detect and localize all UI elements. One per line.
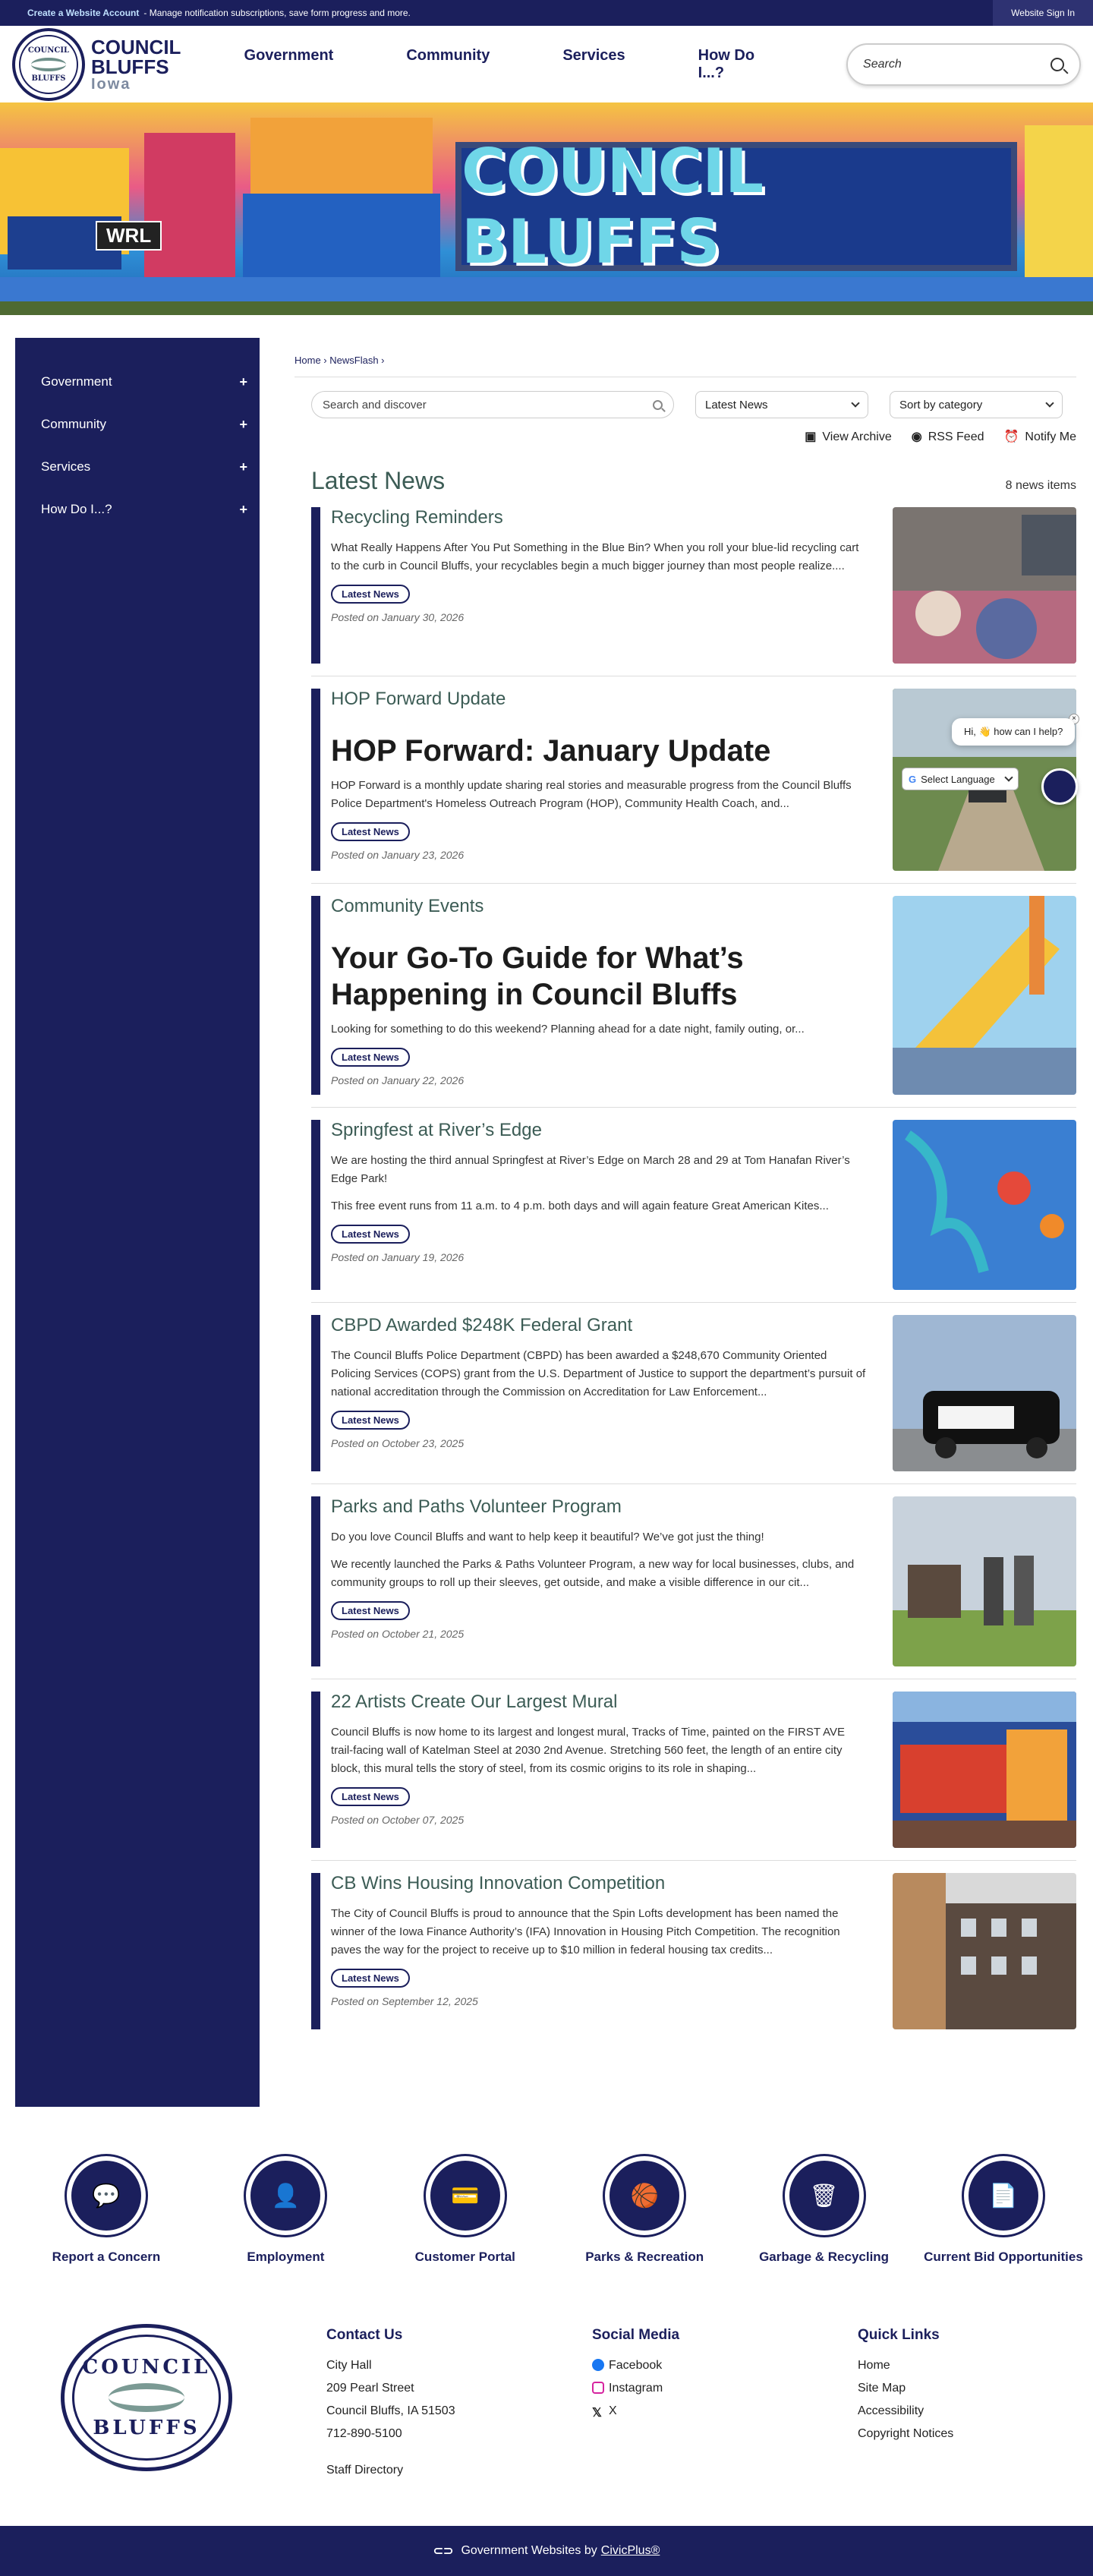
news-summary-more: We recently launched the Parks & Paths Volunteer Program, a new way for local businesses, clubs, and community groups to roll up their sleeves, get outside, and make a visible difference in our cit... — [331, 1558, 855, 1589]
instagram-icon — [592, 2382, 604, 2394]
staff-directory-link[interactable]: Staff Directory — [326, 2464, 404, 2477]
chevron-down-icon — [1004, 773, 1013, 781]
news-summary: We are hosting the third annual Springfest at River’s Edge on March 28 and 29 at Tom Hanafan River’s Edge Park! — [331, 1154, 850, 1185]
sort-select[interactable]: Sort by category — [890, 391, 1063, 418]
credit-text: Government Websites by — [461, 2544, 597, 2557]
contact-phone[interactable]: 712-890-5100 — [326, 2427, 402, 2440]
news-category-tag[interactable]: Latest News — [331, 1969, 410, 1988]
x-icon: 𝕏 — [592, 2407, 602, 2420]
news-category-tag[interactable]: Latest News — [331, 1601, 410, 1620]
trash-icon: 🗑 — [789, 2161, 859, 2231]
sidebar-item-how-do-i[interactable]: How Do I...? + — [41, 501, 247, 517]
facebook-icon — [592, 2359, 604, 2371]
language-select[interactable]: G Select Language — [902, 768, 1019, 790]
news-title[interactable]: Recycling Reminders — [331, 507, 503, 528]
news-list-header — [295, 467, 1076, 495]
news-title[interactable]: Springfest at River’s Edge — [331, 1120, 542, 1140]
quick-links-row — [0, 2107, 1093, 2265]
news-date: Posted on September 12, 2025 — [331, 1995, 478, 2007]
plus-icon[interactable]: + — [239, 501, 247, 517]
news-title[interactable]: Parks and Paths Volunteer Program — [331, 1496, 622, 1517]
chevron-down-icon — [851, 399, 859, 407]
news-filters — [311, 391, 1076, 418]
search-icon[interactable] — [653, 400, 663, 410]
contact-line: Council Bluffs, IA 51503 — [326, 2404, 455, 2417]
wrl-sign: WRL — [96, 221, 162, 251]
news-summary: The City of Council Bluffs is proud to announce that the Spin Lofts development has been named the winner of the Iowa Finance Authority’s (IFA) Innovation in Housing Pitch Competition. The recognition paves the way for the project to receive up to $10 million in federal housing tax credits... — [331, 1907, 840, 1956]
news-summary: Looking for something to do this weekend? Planning ahead for a date night, family outing, or... — [331, 1023, 805, 1036]
chat-icon: 💬 — [71, 2161, 141, 2231]
footer-link-accessibility[interactable]: Accessibility — [858, 2404, 924, 2417]
create-account-link[interactable]: Create a Website Account — [27, 8, 140, 18]
news-date: Posted on January 23, 2026 — [331, 849, 465, 861]
chat-bubble[interactable]: Hi, 👋 how can I help? — [952, 718, 1075, 746]
news-actions — [295, 429, 1076, 444]
chat-close-icon[interactable]: × — [1069, 714, 1079, 724]
social-instagram-link[interactable]: Instagram — [592, 2382, 858, 2395]
rss-feed-link[interactable]: ◉ RSS Feed — [911, 430, 984, 443]
sidebar-item-services[interactable]: Services + — [41, 459, 247, 475]
notify-me-link[interactable]: ⏰ Notify Me — [1003, 430, 1076, 443]
train-mural-photo[interactable] — [893, 1692, 1076, 1848]
recycling-sorting-photo[interactable] — [893, 507, 1076, 664]
account-promo — [27, 8, 411, 18]
view-archive-link[interactable]: ▣ View Archive — [805, 430, 892, 443]
footer-credit-bar — [0, 2526, 1093, 2576]
spin-lofts-building-photo[interactable] — [893, 1873, 1076, 2029]
account-promo-text: - Manage notification subscriptions, save form progress and more. — [143, 8, 411, 18]
volunteers-photo[interactable] — [893, 1496, 1076, 1666]
plus-icon[interactable]: + — [239, 459, 247, 475]
page-title: Latest News — [311, 467, 446, 494]
footer-quick-heading: Quick Links — [858, 2327, 940, 2343]
news-item — [311, 1120, 1076, 1303]
news-date: Posted on January 30, 2026 — [331, 611, 465, 623]
quick-link-parks[interactable]: 🏀 Parks & Recreation — [584, 2154, 705, 2265]
footer-social-heading: Social Media — [592, 2327, 680, 2343]
logo-wordmark: COUNCIL BLUFFS Iowa — [91, 35, 181, 93]
news-item — [311, 1315, 1076, 1484]
news-title[interactable]: HOP Forward Update — [331, 689, 506, 709]
news-category-tag[interactable]: Latest News — [331, 1048, 410, 1067]
news-date: Posted on October 07, 2025 — [331, 1814, 465, 1826]
document-icon: 📄 — [969, 2161, 1038, 2231]
page-content — [0, 315, 1093, 2107]
hero-banner-mural — [0, 102, 1093, 315]
search-icon[interactable] — [1050, 58, 1064, 71]
news-summary: Council Bluffs is now home to its largest and longest mural, Tracks of Time, painted on the FIRST AVE trail-facing wall of Katelman Steel at 2030 2nd Avenue. Stretching 560 feet, the length of an entire city block, this mural tells the story of steel, from its cosmic origins to its role in shaping... — [331, 1726, 845, 1775]
quick-link-bids[interactable]: 📄 Current Bid Opportunities — [943, 2154, 1064, 2265]
category-select[interactable]: Latest News — [695, 391, 868, 418]
sign-in-button[interactable]: Website Sign In — [993, 0, 1093, 26]
news-summary-more: This free event runs from 11 a.m. to 4 p.m. both days and will again feature Great American Kites... — [331, 1200, 829, 1212]
google-g-icon: G — [909, 773, 917, 785]
sidebar-item-community[interactable]: Community + — [41, 416, 247, 432]
plus-icon[interactable]: + — [239, 374, 247, 389]
chatbot-avatar[interactable] — [1041, 768, 1078, 805]
news-headline: HOP Forward: January Update — [331, 734, 771, 768]
news-title[interactable]: CB Wins Housing Innovation Competition — [331, 1873, 666, 1893]
inflatable-slide-photo[interactable] — [893, 896, 1076, 1095]
footer-social — [592, 2327, 858, 2526]
news-summary: Do you love Council Bluffs and want to help keep it beautiful? We’ve got just the thing! — [331, 1531, 764, 1543]
civicplus-logo-icon: ⊂⊃ — [433, 2545, 454, 2558]
footer-quick-links — [858, 2327, 1047, 2526]
footer-link-copyright[interactable]: Copyright Notices — [858, 2427, 954, 2440]
civicplus-link[interactable]: CivicPlus® — [600, 2544, 660, 2557]
news-count: 8 news items — [1005, 479, 1076, 492]
news-date: Posted on January 22, 2026 — [331, 1074, 465, 1086]
footer-seal-icon[interactable]: COUNCIL BLUFFS — [61, 2324, 232, 2471]
news-category-tag[interactable]: Latest News — [331, 1225, 410, 1244]
contact-line: 209 Pearl Street — [326, 2382, 414, 2395]
breadcrumb: Home › NewsFlash › — [295, 355, 1076, 377]
city-seal-icon: COUNCIL BLUFFS — [12, 28, 85, 101]
main-nav — [244, 47, 847, 82]
news-headline: Your Go-To Guide for What’s Happening in Council Bluffs — [331, 941, 744, 1011]
news-item — [311, 507, 1076, 676]
site-header — [0, 26, 1093, 102]
news-search-input[interactable]: Search and discover — [311, 391, 674, 418]
nav-community[interactable]: Community — [406, 46, 490, 64]
news-date: Posted on January 19, 2026 — [331, 1251, 465, 1263]
news-summary: The Council Bluffs Police Department (CBPD) has been awarded a $248,670 Community Oriented Policing Services (COPS) grant from the U.S. Department of Justice to support the department’s pursuit of national accreditation through the Commission on Accreditation for Law Enforcement... — [331, 1349, 866, 1398]
alarm-icon: ⏰ — [1003, 430, 1019, 443]
sidebar-item-government[interactable]: Government + — [41, 374, 247, 389]
archive-icon: ▣ — [805, 430, 817, 443]
sidebar-nav — [15, 338, 260, 2107]
top-bar — [0, 0, 1093, 26]
person-icon: 👤 — [250, 2161, 320, 2231]
card-icon: 💳 — [430, 2161, 500, 2231]
news-title[interactable]: 22 Artists Create Our Largest Mural — [331, 1692, 618, 1712]
mural-sign: COUNCIL BLUFFS — [455, 142, 1017, 271]
footer-link-site-map[interactable]: Site Map — [858, 2382, 906, 2395]
quick-link-garbage[interactable]: 🗑 Garbage & Recycling — [764, 2154, 885, 2265]
footer-contact-heading: Contact Us — [326, 2327, 403, 2343]
rss-icon: ◉ — [911, 430, 922, 443]
site-search-input[interactable]: Search — [846, 43, 1081, 86]
footer-link-home[interactable]: Home — [858, 2359, 890, 2372]
news-item — [311, 1873, 1076, 2042]
news-item — [311, 1496, 1076, 1679]
site-logo[interactable] — [12, 28, 191, 101]
breadcrumb-newsflash[interactable]: NewsFlash — [329, 355, 379, 366]
news-summary: HOP Forward is a monthly update sharing real stories and measurable progress from the Council Bluffs Police Department's Homeless Outreach Program (HOP), Community Health Coach, and... — [331, 779, 852, 810]
news-summary: What Really Happens After You Put Something in the Blue Bin? When you roll your blue-lid recycling cart to the curb in Council Bluffs, your recyclables begin a much bigger journey than most people realize.... — [331, 541, 859, 572]
social-x-link[interactable]: 𝕏 X — [592, 2404, 617, 2420]
ball-icon: 🏀 — [609, 2161, 679, 2231]
kites-sky-photo[interactable] — [893, 1120, 1076, 1290]
news-date: Posted on October 23, 2025 — [331, 1437, 465, 1449]
quick-link-employment[interactable]: 👤 Employment — [225, 2154, 346, 2265]
quick-link-report-concern[interactable]: 💬 Report a Concern — [46, 2154, 167, 2265]
news-title[interactable]: CBPD Awarded $248K Federal Grant — [331, 1315, 633, 1335]
nav-government[interactable]: Government — [244, 46, 334, 64]
nav-how-do-i[interactable]: How Do I...? — [698, 46, 755, 81]
chevron-down-icon — [1045, 399, 1054, 407]
contact-line: City Hall — [326, 2359, 372, 2372]
breadcrumb-home[interactable]: Home — [295, 355, 321, 366]
plus-icon[interactable]: + — [239, 416, 247, 432]
news-date: Posted on October 21, 2025 — [331, 1628, 465, 1640]
news-category-tag[interactable]: Latest News — [331, 1411, 410, 1430]
nav-services[interactable]: Services — [562, 46, 625, 64]
news-item — [311, 896, 1076, 1108]
news-category-tag[interactable]: Latest News — [331, 1787, 410, 1806]
footer-contact — [326, 2327, 592, 2526]
site-footer — [0, 2265, 1093, 2526]
social-facebook-link[interactable]: Facebook — [592, 2359, 858, 2373]
police-car-photo[interactable] — [893, 1315, 1076, 1471]
quick-link-customer-portal[interactable]: 💳 Customer Portal — [405, 2154, 526, 2265]
news-category-tag[interactable]: Latest News — [331, 585, 410, 604]
news-category-tag[interactable]: Latest News — [331, 822, 410, 841]
news-item — [311, 1692, 1076, 1861]
news-main — [295, 338, 1076, 2107]
news-title[interactable]: Community Events — [331, 896, 484, 916]
